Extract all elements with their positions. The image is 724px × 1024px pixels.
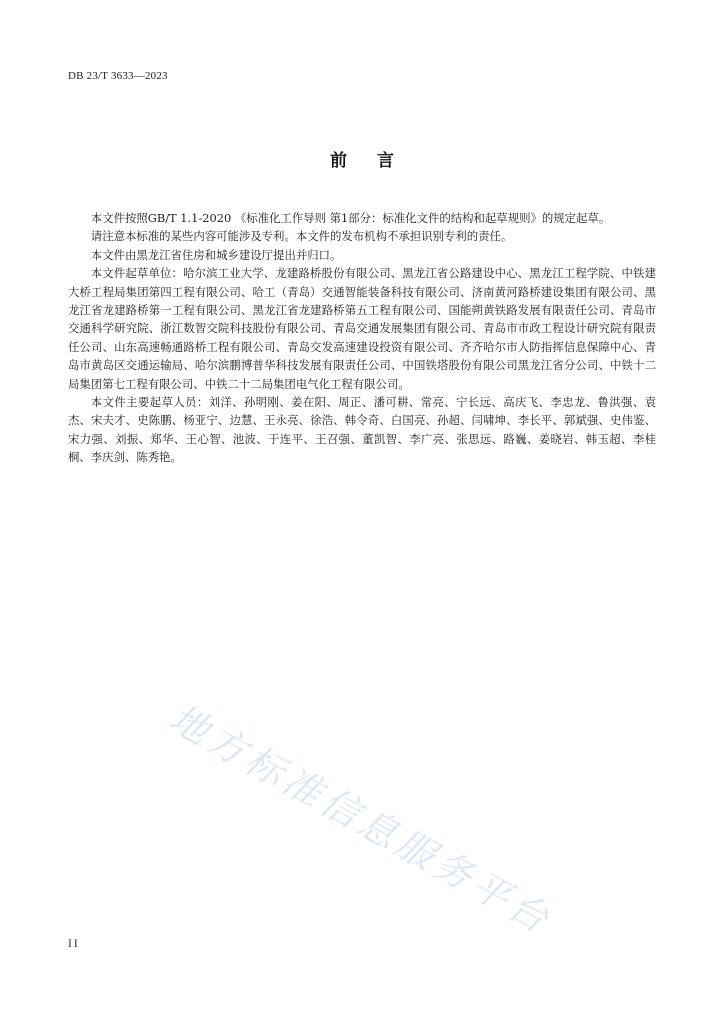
proposer-paragraph: 本文件由黑龙江省住房和城乡建设厅提出并归口。 — [90, 247, 342, 262]
page-title: 前言 — [330, 151, 424, 171]
page-number: II — [68, 938, 80, 950]
standard-code: DB 23/T 3633—2023 — [68, 70, 168, 82]
patent-notice-paragraph: 请注意本标准的某些内容可能涉及专利。本文件的发布机构不承担识别专利的责任。 — [90, 229, 513, 244]
drafting-units-paragraph: 本文件起草单位：哈尔滨工业大学、龙建路桥股份有限公司、黑龙江省公路建设中心、黑龙江工程学院、中铁建大桥工程局集团第四工程有限公司、哈工（青岛）交通智能装备科技有限公司、济南黄河路桥建设集团有限公司、黑龙江省龙建路桥第一工程有限公司、黑龙江省龙建路桥第五工程有限公司、国能朔黄铁路发展有限责任公司、青岛市交通科学研究院、浙江数智交院科技股份有限公司、青岛交通发展集团有限公司、青岛市市政工程设计研究院有限责任公司、山东高速畅通路桥工程有限公司、青岛交发高速建设投资有限公司、齐齐哈尔市人防指挥信息保障中心、青岛市黄岛区交通运输局、哈尔滨鹏博普华科技发展有限责任公司、中国铁塔股份有限公司黑龙江省分公司、中铁十二局集团第七工程有限公司、中铁二十二局集团电气化工程有限公司。 — [68, 266, 656, 391]
foreword-body — [68, 209, 656, 467]
drafters-paragraph: 本文件主要起草人员：刘洋、孙明刚、姜在阳、周正、潘可耕、常亮、宁长远、高庆飞、李忠龙、鲁洪强、袁杰、宋夫才、史陈鹏、杨亚宁、边慧、王永亮、徐浩、韩令奇、白国亮、孙超、闫啸坤、李长平、郭斌强、史伟鉴、宋力强、刘振、郑华、王心智、池波、于连平、王召强、董凯智、李广亮、张思远、路巍、姜晓岩、韩玉超、李桂桐、李庆剑、陈秀艳。 — [68, 395, 656, 465]
drafting-rule-paragraph: 本文件按照GB/T 1.1-2020 《标准化工作导则 第1部分：标准化文件的结构和起草规则》的规定起草。 — [90, 211, 611, 225]
watermark: 地方标准信息服务平台 — [162, 695, 560, 943]
